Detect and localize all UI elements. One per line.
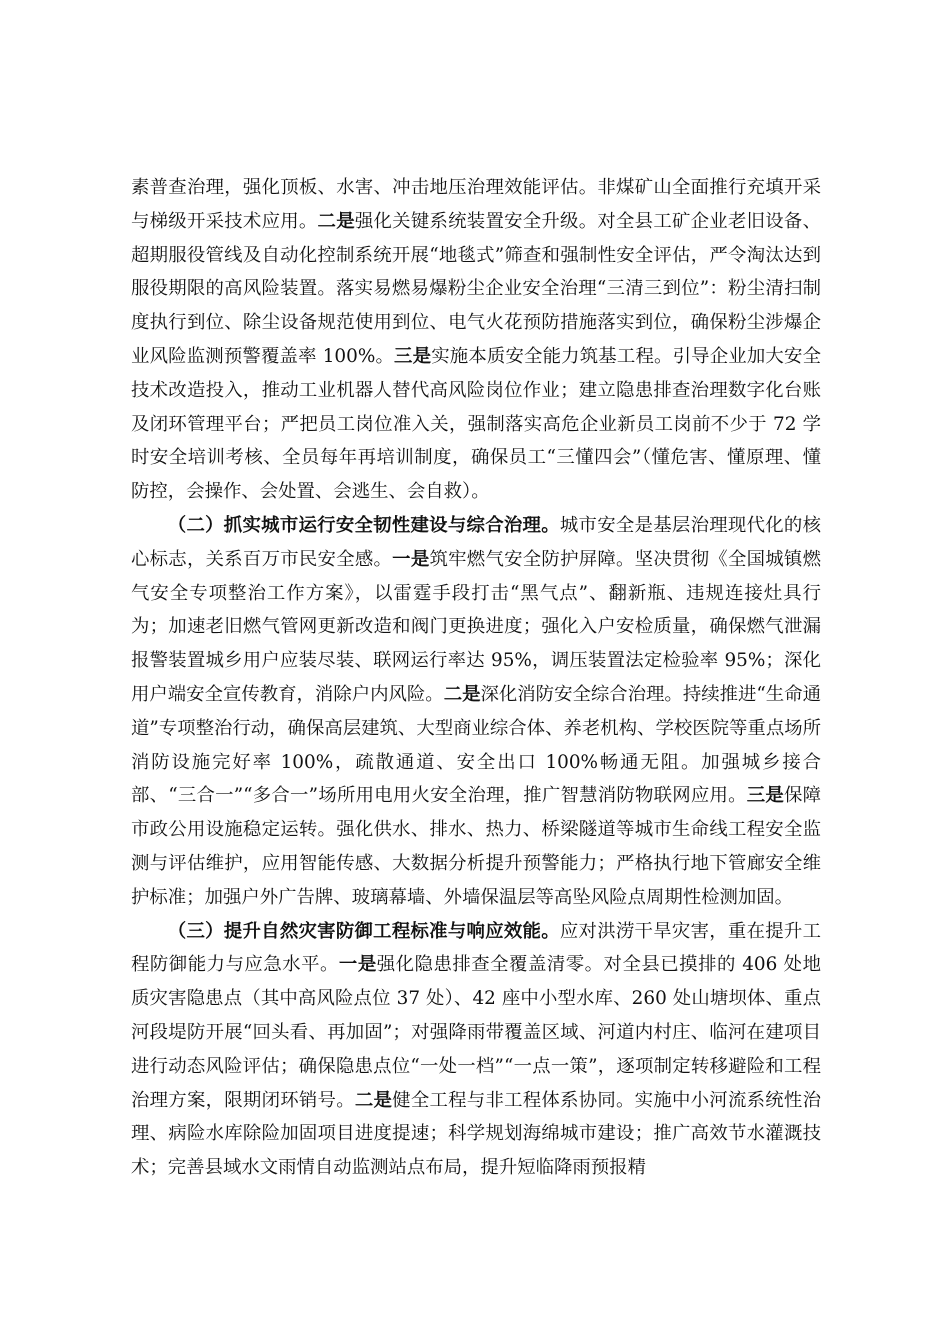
p2-text-1: 城市安全是基层治理现代化的核心标志，关系百万市民安全感。 — [131, 514, 821, 570]
p2-keyword-san-shi: 三是 — [746, 785, 784, 807]
p3-text-3: 健全工程与非工程体系协同。实施中小河流系统性治理、病险水库除险加固项目进度提速；科学规划海绵城市建设；推广高效节水灌溉技术；完善县域水文雨情自动监测站点布局，提升短临降雨预报精 — [131, 1089, 821, 1179]
p1-text-1: 素普查治理，强化顶板、水害、冲击地压治理效能评估。非煤矿山全面推行充填开采与梯级开采技术应用。 — [131, 177, 821, 232]
paragraph-section-3 — [131, 915, 821, 1185]
p1-keyword-san-shi: 三是 — [394, 345, 432, 367]
paragraph-section-2 — [131, 509, 821, 915]
p2-keyword-er-shi: 二是 — [443, 683, 481, 705]
p1-keyword-er-shi: 二是 — [317, 210, 355, 232]
document-page — [131, 171, 821, 1185]
p1-text-2: 强化关键系统装置安全升级。对全县工矿企业老旧设备、超期服役管线及自动化控制系统开展“地毯式”筛查和强制性安全评估，严令淘汰达到服役期限的高风险装置。落实易燃易爆粉尘企业安全治理“三清三到位”：粉尘清扫制度执行到位、除尘设备规范使用到位、电气火花预防措施落实到位，确保粉尘涉爆企业风险监测预警覆盖率 100%。 — [131, 210, 821, 367]
p3-text-2: 强化隐患排查全覆盖清零。对全县已摸排的 406 处地质灾害隐患点（其中高风险点位 37 处）、42 座中小型水库、260 处山塘坝体、重点河段堤防开展“回头看、再加固”；对强降雨带覆盖区域、河道内村庄、临河在建项目进行动态风险评估；确保隐患点位“一处一档”“一点一策”，逐项制定转移避险和工程治理方案，限期闭环销号。 — [131, 954, 821, 1111]
p2-text-4: 保障市政公用设施稳定运转。强化供水、排水、热力、桥梁隧道等城市生命线工程安全监测与评估维护，应用智能传感、大数据分析提升预警能力；严格执行地下管廊安全维护标准；加强户外广告牌、玻璃幕墙、外墙保温层等高坠风险点周期性检测加固。 — [131, 785, 821, 908]
section-2-heading: （二）抓实城市运行安全韧性建设与综合治理。 — [167, 514, 560, 536]
section-3-heading: （三）提升自然灾害防御工程标准与响应效能。 — [167, 920, 560, 942]
p2-text-2: 筑牢燃气安全防护屏障。坚决贯彻《全国城镇燃气安全专项整治工作方案》，以雷霆手段打击“黑气点”、翻新瓶、违规连接灶具行为；加速老旧燃气管网更新改造和阀门更换进度；强化入户安检质量，确保燃气泄漏报警装置城乡用户应装尽装、联网运行率达 95%，调压装置法定检验率 95%；深化用户端安全宣传教育，消除户内风险。 — [131, 548, 821, 705]
p3-text-1: 应对洪涝干旱灾害，重在提升工程防御能力与应急水平。 — [131, 920, 821, 976]
p2-keyword-yi-shi: 一是 — [392, 548, 430, 570]
p3-keyword-yi-shi: 一是 — [338, 954, 377, 976]
p1-text-3: 实施本质安全能力筑基工程。引导企业加大安全技术改造投入，推动工业机器人替代高风险岗位作业；建立隐患排查治理数字化台账及闭环管理平台；严把员工岗位准入关，强制落实高危企业新员工岗前不少于 72 学时安全培训考核、全员每年再培训制度，确保员工“三懂四会”（懂危害、懂原理、懂防控，会操作、会处置、会逃生、会自救）。 — [131, 345, 821, 503]
p3-keyword-er-shi: 二是 — [354, 1089, 393, 1111]
p2-text-3: 深化消防安全综合治理。持续推进“生命通道”专项整治行动，确保高层建筑、大型商业综合体、养老机构、学校医院等重点场所消防设施完好率 100%，疏散通道、安全出口 100%畅通无阻。加强城乡接合部、“三合一”“多合一”场所用电用火安全治理，推广智慧消防物联网应用。 — [131, 683, 821, 807]
paragraph-continued — [131, 171, 821, 509]
